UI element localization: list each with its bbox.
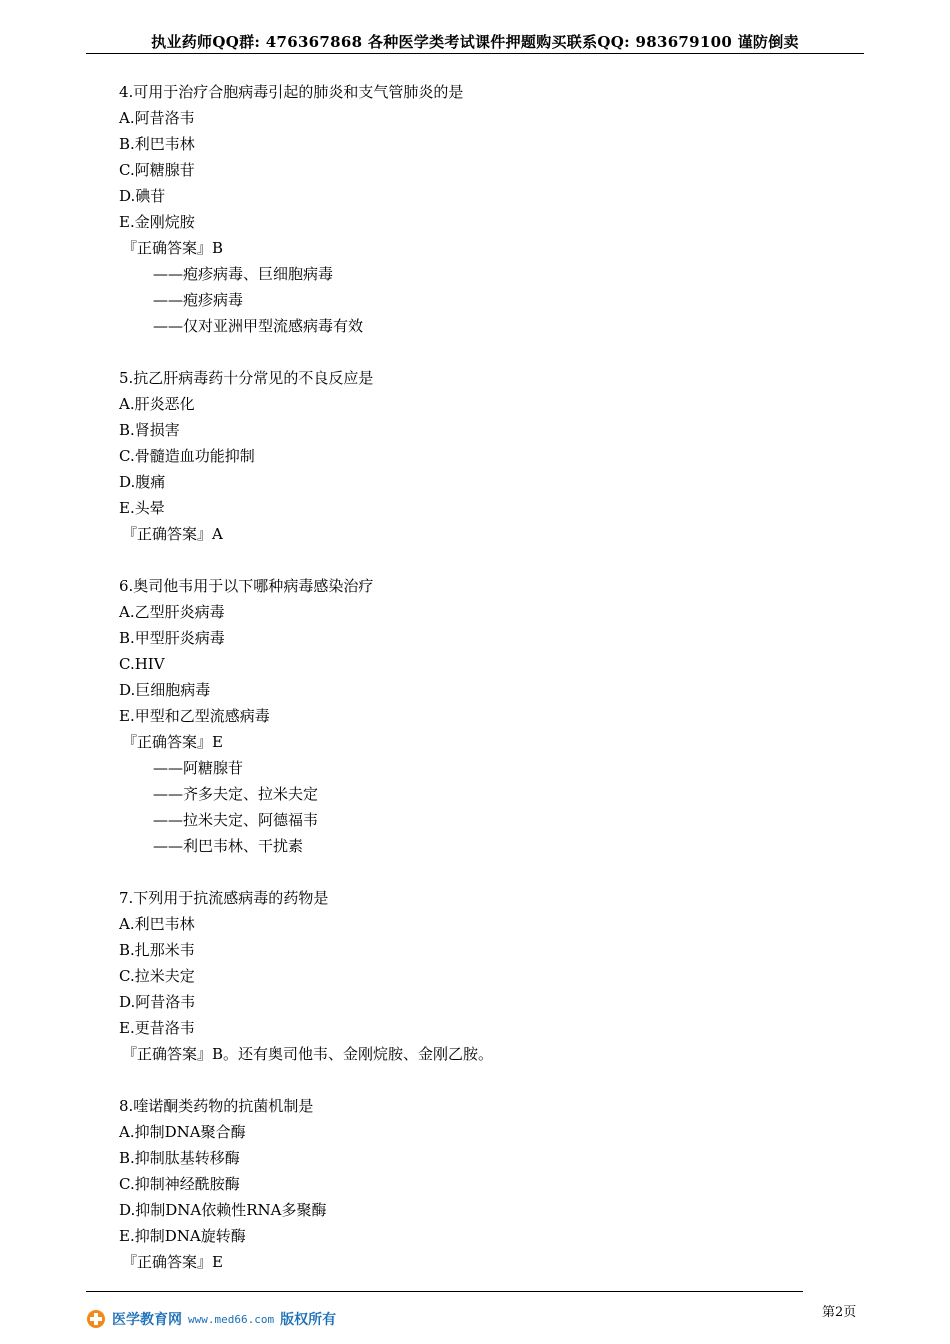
correct-answer: 『正确答案』A bbox=[122, 525, 223, 543]
option-e: E.金刚烷胺 bbox=[119, 213, 195, 231]
spacer bbox=[119, 547, 859, 573]
answer-note: ——疱疹病毒 bbox=[153, 291, 244, 309]
answer-note: ——仅对亚洲甲型流感病毒有效 bbox=[153, 317, 364, 335]
option-d: D.腹痛 bbox=[119, 473, 166, 491]
option-b: B.利巴韦林 bbox=[119, 135, 195, 153]
question-stem: 5.抗乙肝病毒药十分常见的不良反应是 bbox=[119, 369, 374, 387]
brand-name: 医学教育网 bbox=[112, 1312, 182, 1328]
copyright-text: 版权所有 bbox=[280, 1312, 337, 1328]
option-d: D.抑制DNA依赖性RNA多聚酶 bbox=[119, 1201, 327, 1219]
option-b: B.甲型肝炎病毒 bbox=[119, 629, 225, 647]
answer-note: ——疱疹病毒、巨细胞病毒 bbox=[153, 265, 334, 283]
option-a: A.抑制DNA聚合酶 bbox=[119, 1123, 246, 1141]
option-d: D.碘苷 bbox=[119, 187, 166, 205]
header-divider bbox=[86, 53, 864, 54]
correct-answer: 『正确答案』B。还有奥司他韦、金刚烷胺、金刚乙胺。 bbox=[122, 1045, 494, 1063]
option-e: E.甲型和乙型流感病毒 bbox=[119, 707, 270, 725]
option-a: A.利巴韦林 bbox=[119, 915, 195, 933]
option-a: A.阿昔洛韦 bbox=[119, 109, 195, 127]
page-number: 第2页 bbox=[822, 1305, 857, 1320]
option-c: C.HIV bbox=[119, 655, 165, 673]
footer-brand bbox=[86, 1307, 336, 1331]
site-url: www.med66.com bbox=[188, 1312, 275, 1326]
option-d: D.阿昔洛韦 bbox=[119, 993, 196, 1011]
answer-note: ——拉米夫定、阿德福韦 bbox=[153, 811, 319, 829]
option-c: C.阿糖腺苷 bbox=[119, 161, 195, 179]
answer-note: ——利巴韦林、干扰素 bbox=[153, 837, 304, 855]
medical-cross-logo-icon bbox=[86, 1309, 106, 1329]
question-stem: 4.可用于治疗合胞病毒引起的肺炎和支气管肺炎的是 bbox=[119, 83, 464, 101]
page-header: 执业药师QQ群: 476367868 各种医学类考试课件押题购买联系QQ: 983679100 谨防倒卖 bbox=[151, 33, 799, 51]
answer-note: ——阿糖腺苷 bbox=[153, 759, 244, 777]
option-b: B.扎那米韦 bbox=[119, 941, 195, 959]
option-e: E.更昔洛韦 bbox=[119, 1019, 195, 1037]
correct-answer: 『正确答案』B bbox=[122, 239, 224, 257]
option-e: E.抑制DNA旋转酶 bbox=[119, 1227, 246, 1245]
correct-answer: 『正确答案』E bbox=[122, 733, 223, 751]
option-d: D.巨细胞病毒 bbox=[119, 681, 211, 699]
question-stem: 8.喹诺酮类药物的抗菌机制是 bbox=[119, 1097, 314, 1115]
option-c: C.骨髓造血功能抑制 bbox=[119, 447, 255, 465]
option-c: C.抑制神经酰胺酶 bbox=[119, 1175, 240, 1193]
option-e: E.头晕 bbox=[119, 499, 165, 517]
option-a: A.乙型肝炎病毒 bbox=[119, 603, 225, 621]
option-c: C.拉米夫定 bbox=[119, 967, 195, 985]
spacer bbox=[119, 339, 859, 365]
option-b: B.肾损害 bbox=[119, 421, 180, 439]
option-a: A.肝炎恶化 bbox=[119, 395, 195, 413]
option-b: B.抑制肽基转移酶 bbox=[119, 1149, 240, 1167]
question-stem: 6.奥司他韦用于以下哪种病毒感染治疗 bbox=[119, 577, 374, 595]
footer-divider bbox=[86, 1291, 803, 1292]
question-stem: 7.下列用于抗流感病毒的药物是 bbox=[119, 889, 329, 907]
spacer bbox=[119, 1067, 859, 1093]
correct-answer: 『正确答案』E bbox=[122, 1253, 223, 1271]
spacer bbox=[119, 859, 859, 885]
answer-note: ——齐多夫定、拉米夫定 bbox=[153, 785, 319, 803]
question-list bbox=[119, 79, 859, 1275]
